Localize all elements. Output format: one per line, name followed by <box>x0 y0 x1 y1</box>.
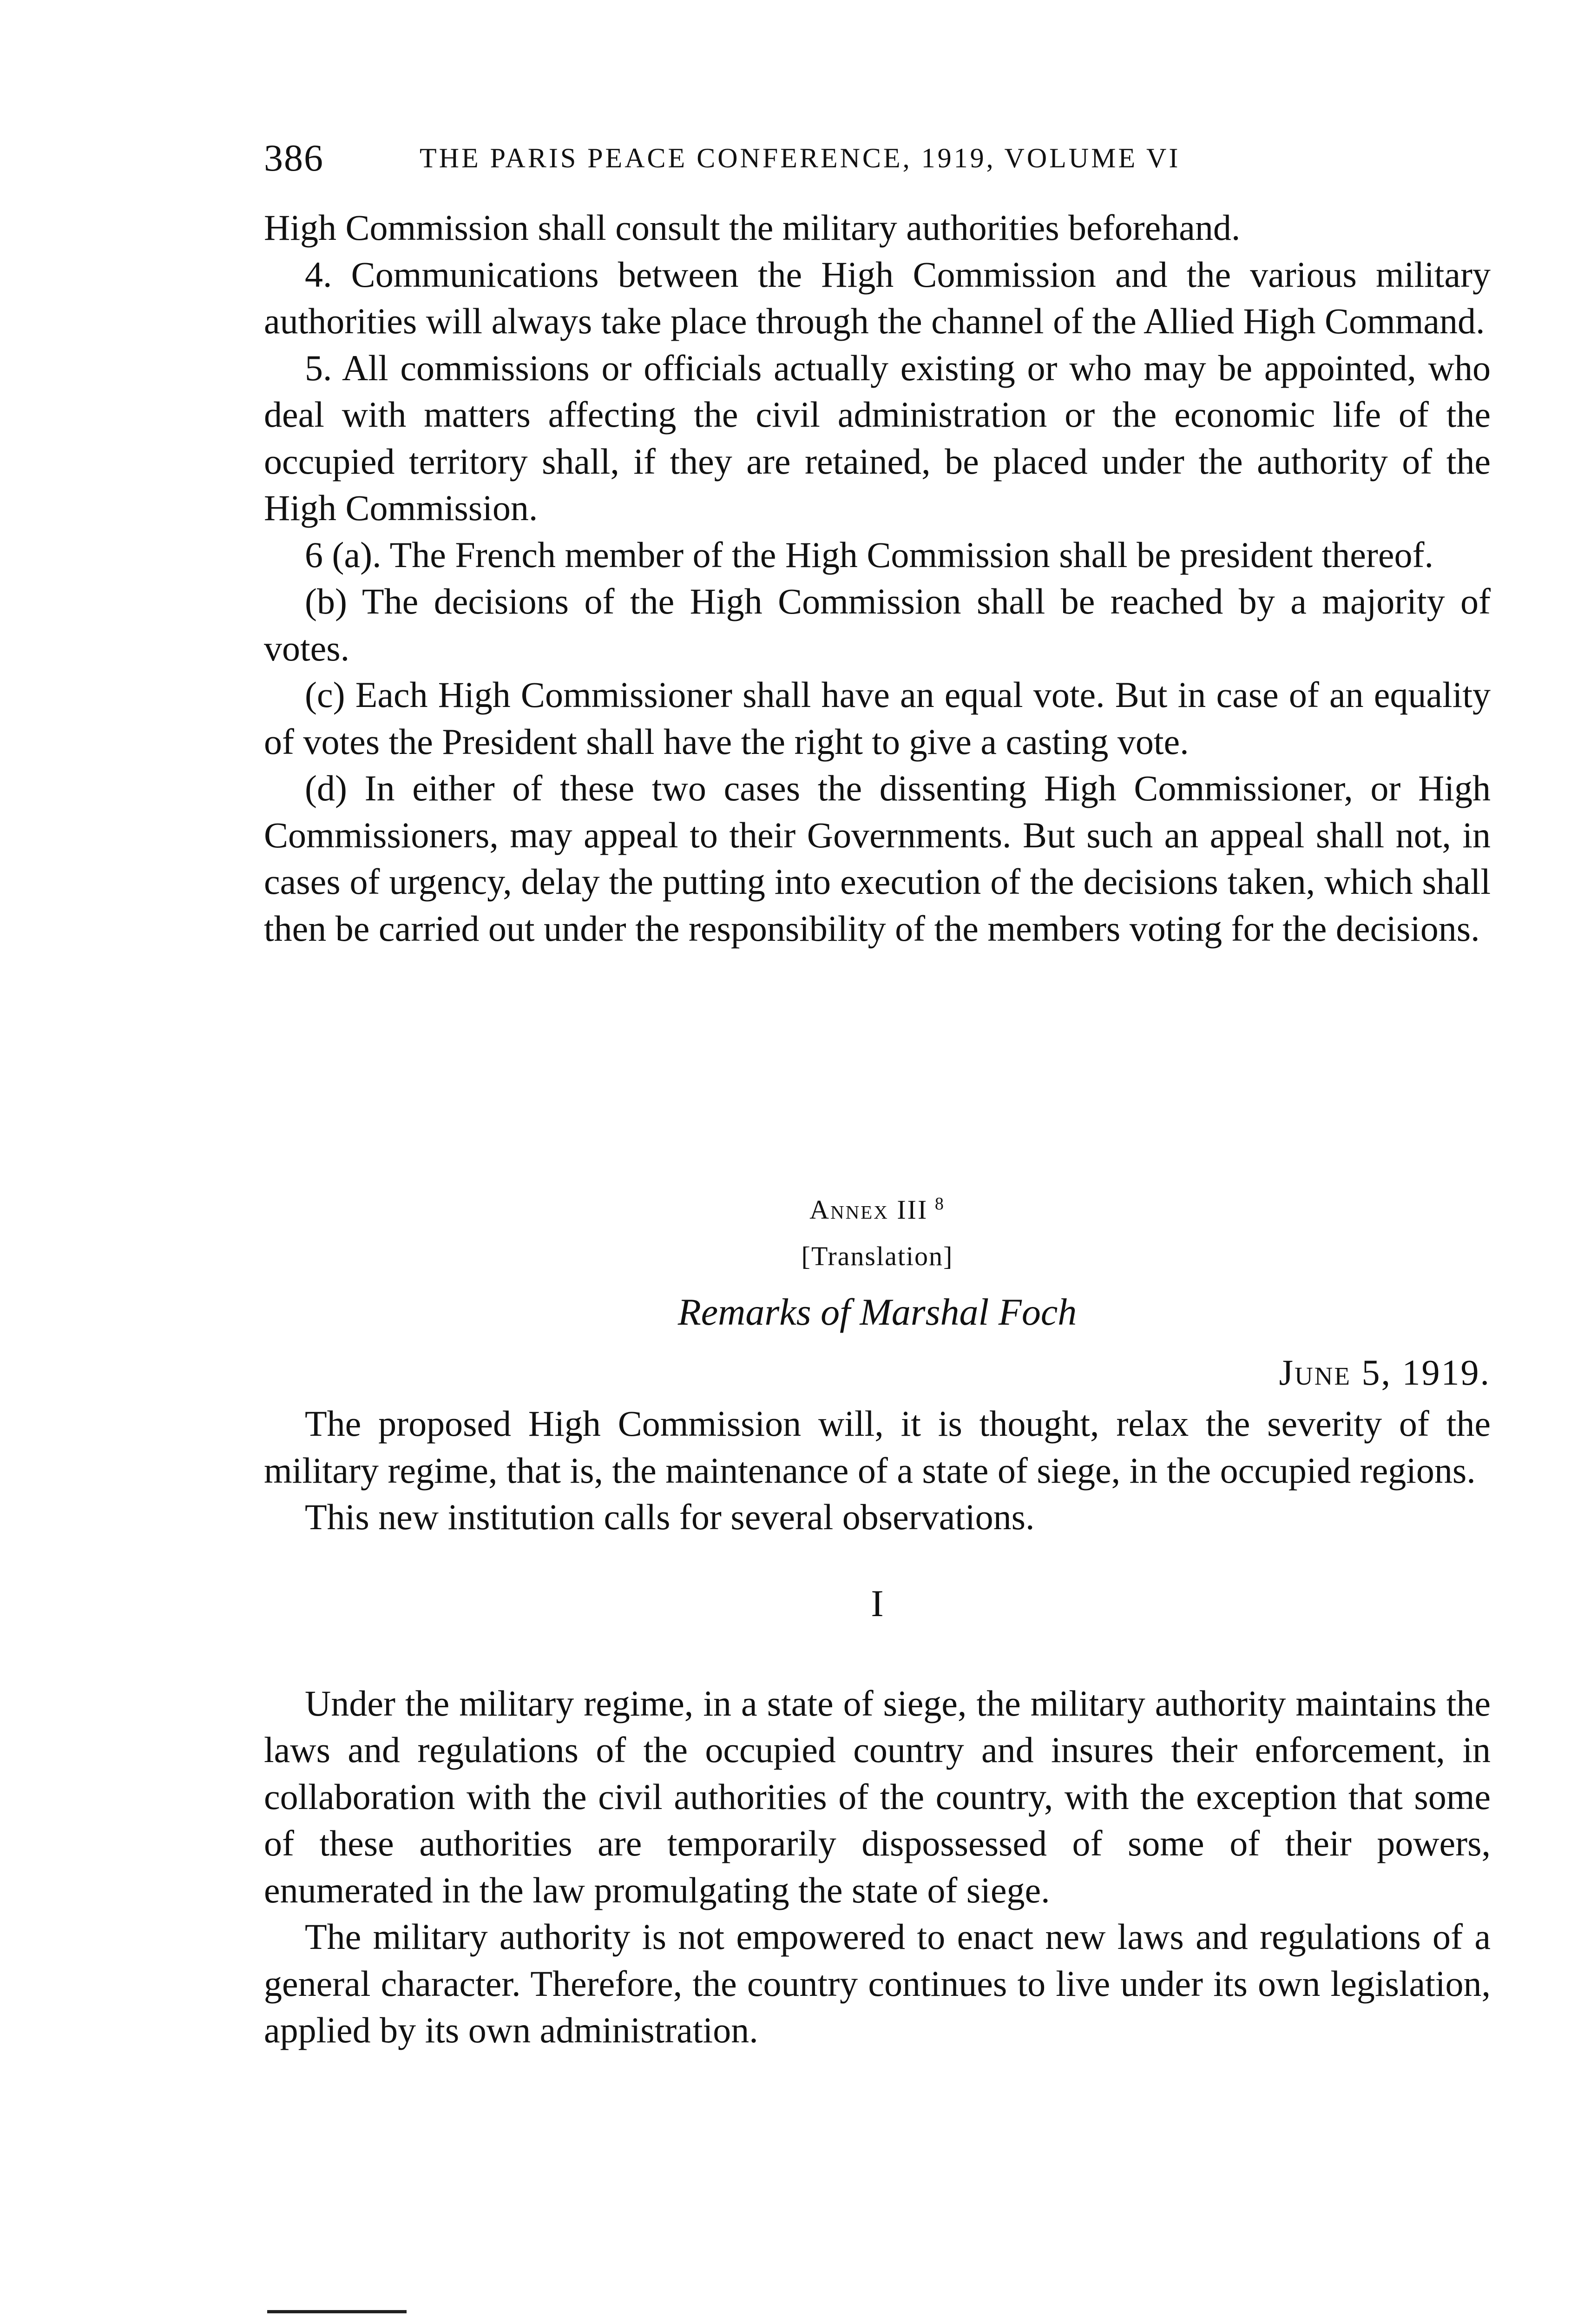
annex-text <box>264 1400 1491 2054</box>
annex-date: June 5, 1919. <box>1279 1352 1491 1393</box>
paragraph: The military authority is not empowered to enact new laws and regulations of a general character. Therefore, the country continues to live under its own legislation, applied by its own administration. <box>264 1916 1491 2050</box>
annex-heading-text: Annex III <box>809 1195 928 1225</box>
paragraph: 6 (a). The French member of the High Commission shall be president thereof. <box>305 534 1433 575</box>
main-text <box>264 205 1491 952</box>
paragraph: 5. All commissions or officials actually existing or who may be appointed, who deal with matters affecting the civil administration or the economic life of the occupied territory shall, if they are retained, be placed under the authority of the High Commission. <box>264 347 1491 528</box>
page-number: 386 <box>264 137 324 179</box>
paragraph: (c) Each High Commissioner shall have an equal vote. But in case of an equality of votes the President shall have the right to give a casting vote. <box>264 674 1491 762</box>
section-numeral: I <box>871 1582 884 1624</box>
annex-heading <box>264 1181 1491 1233</box>
paragraph: (b) The decisions of the High Commission shall be reached by a majority of votes. <box>264 581 1491 668</box>
paragraph: This new institution calls for several observations. <box>305 1497 1035 1537</box>
page-header <box>264 132 1491 184</box>
footnote-reference: 8 <box>934 1194 945 1214</box>
paragraph: Under the military regime, in a state of siege, the military authority maintains the laws and regulations of the occupied country and insures their enforcement, in collaboration with the civil authorities of the country, with the exception that some of these authorities are temporarily dispossessed of some of their powers, enumerated in the law promulgating the state of siege. <box>264 1683 1491 1910</box>
annex-title: Remarks of Marshal Foch <box>677 1291 1077 1333</box>
paragraph: (d) In either of these two cases the dissenting High Commissioner, or High Commissioners, may appeal to their Governments. But such an appeal shall not, in cases of urgency, delay the putting into execution of the decisions taken, which shall then be carried out under the responsibility of the members voting for the decisions. <box>264 768 1491 949</box>
translation-note: [Translation] <box>801 1241 953 1271</box>
paragraph: The proposed High Commission will, it is thought, relax the severity of the military regime, that is, the maintenance of a state of siege, in the occupied regions. <box>264 1403 1491 1491</box>
paragraph: High Commission shall consult the military authorities beforehand. <box>264 207 1241 248</box>
annex-section <box>264 1181 1491 2054</box>
running-head: THE PARIS PEACE CONFERENCE, 1919, VOLUME VI <box>420 143 1181 173</box>
paragraph: 4. Communications between the High Commission and the various military authorities will always take place through the channel of the Allied High Command. <box>264 254 1491 341</box>
footnote-divider <box>267 2310 407 2313</box>
